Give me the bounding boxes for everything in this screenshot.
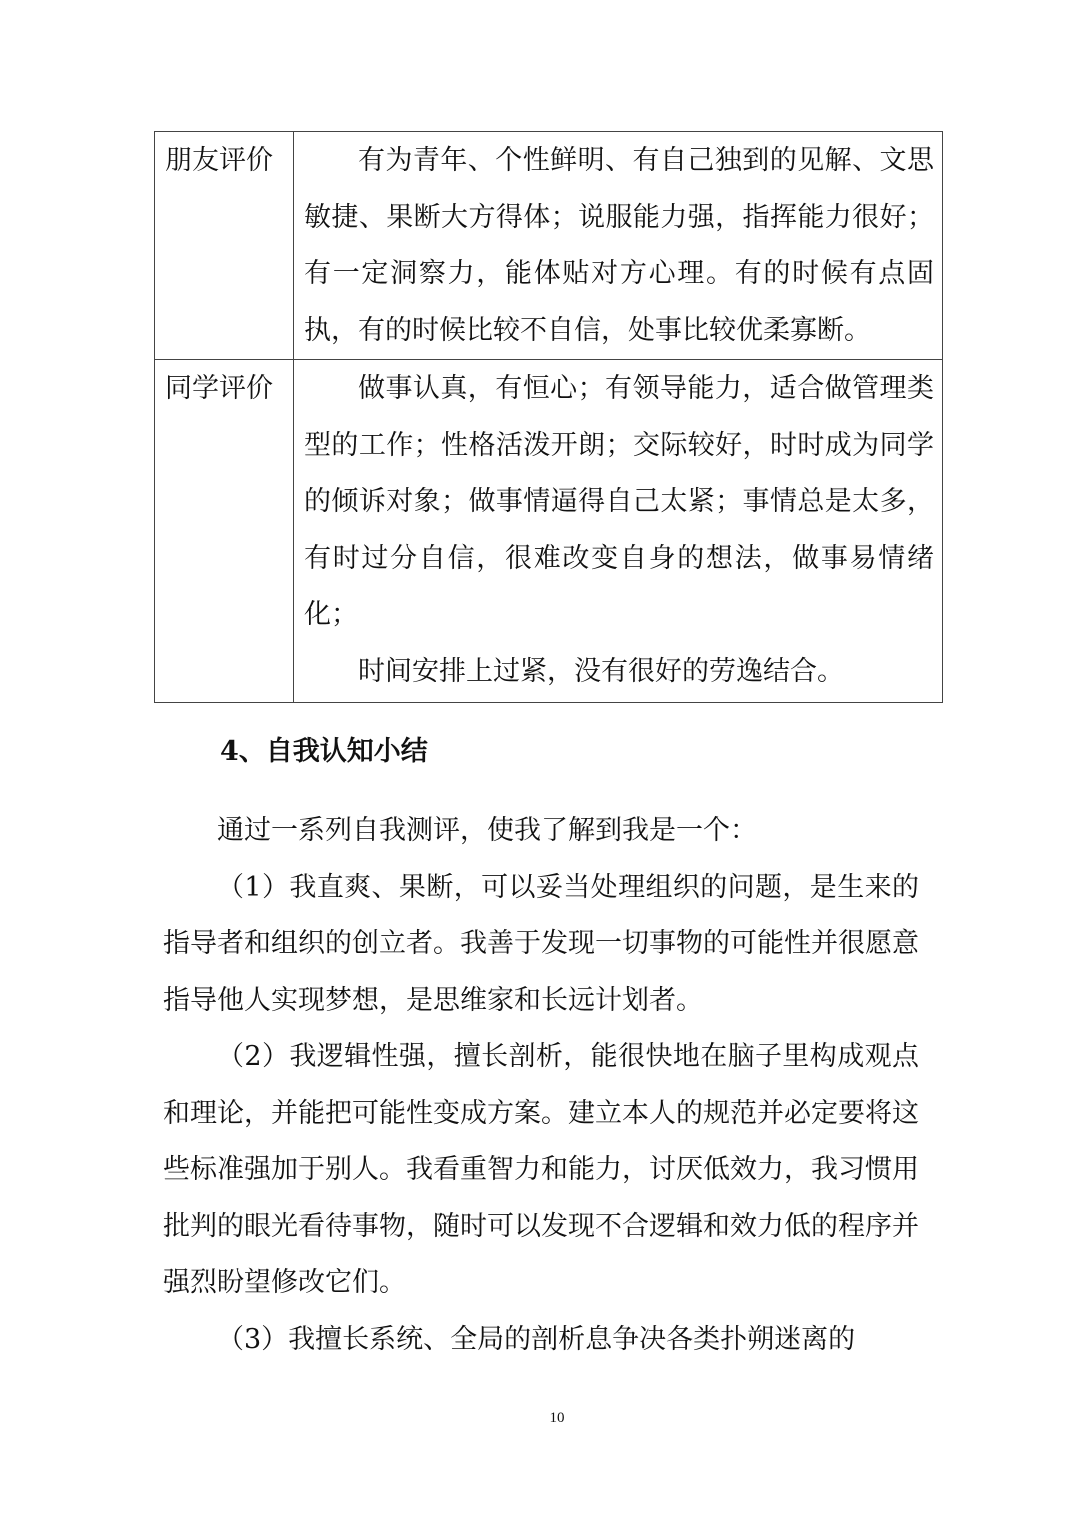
section-intro: 通过一系列自我测评，使我了解到我是一个：: [217, 815, 757, 846]
friend-evaluation-text: 有为青年、个性鲜明、有自己独到的见解、文思敏捷、果断大方得体；说服能力强，指挥能力很好；有一定洞察力，能体贴对方心理。有的时候有点固执，有的时候比较不自信，处事比较优柔寡断。: [304, 145, 934, 346]
section-title: 4、自我认知小结: [220, 736, 428, 767]
row-content-friend: [294, 132, 943, 360]
row-content-classmate: [294, 360, 943, 703]
summary-item-1: （1）我直爽、果断，可以妥当处理组织的问题，是生来的指导者和组织的创立者。我善于发现一切事物的可能性并很愿意指导他人实现梦想，是思维家和长远计划者。: [163, 871, 919, 1016]
table-row-classmate-evaluation: [155, 360, 943, 703]
page-number: 10: [549, 1410, 565, 1426]
row-label-friend: 朋友评价: [155, 132, 294, 360]
row-label-classmate: 同学评价: [155, 360, 294, 703]
section-body: [163, 803, 919, 1368]
evaluation-table: [154, 131, 943, 703]
summary-item-3: （3）我擅长系统、全局的剖析息争决各类扑朔迷离的: [217, 1323, 856, 1355]
summary-item-2: （2）我逻辑性强，擅长剖析，能很快地在脑子里构成观点和理论，并能把可能性变成方案。建立本人的规范并必定要将这些标准强加于别人。我看重智力和能力，讨厌低效力，我习惯用批判的眼光看待事物，随时可以发现不合逻辑和效力低的程序并强烈盼望修改它们。: [163, 1041, 919, 1298]
classmate-evaluation-text-2: 时间安排上过紧，没有很好的劳逸结合。: [358, 655, 844, 687]
classmate-evaluation-text: 做事认真，有恒心；有领导能力，适合做管理类型的工作；性格活泼开朗；交际较好，时时成为同学的倾诉对象；做事情逼得自己太紧；事情总是太多，有时过分自信，很难改变自身的想法，做事易情绪化；: [304, 373, 934, 630]
table-row-friend-evaluation: [155, 132, 943, 360]
